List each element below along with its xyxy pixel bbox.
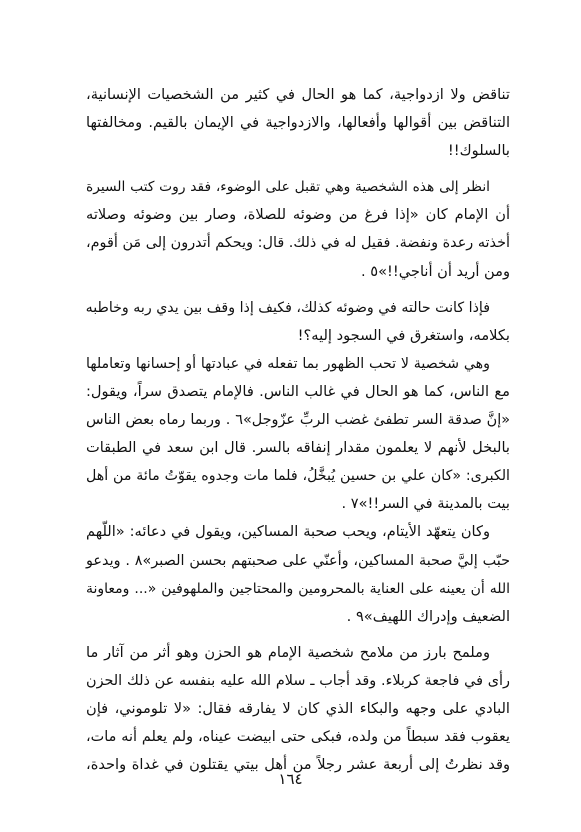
text-line: الله أن يعينه على العناية بالمحرومين والمحتاجين والملهوفين «... ومعاونة [86,580,510,597]
paragraph-1 [86,81,510,165]
text-line: أخذته رعدة ونفضة. فقيل له في ذلك. قال: ويحكم أتدرون إلى مَن أقوم، [86,235,510,252]
paragraph-3 [86,294,510,350]
text-line: الضعيف وإدراك اللهيف»٩ . [346,607,510,625]
page-number: ١٦٤ [278,770,303,788]
text-line: مع الناس، كما هو الحال في غالب الناس. فالإمام يتصدق سراً، ويقول: [86,382,510,400]
text-line: بيت بالمدينة في السر!!»٧ . [341,495,510,513]
text-line: الكبرى: «كان علي بن حسين يُبخَّلُ، فلما مات وجدوه يقوّتُ مائة من أهل [86,468,510,485]
text-line: يعقوب فقد سبطاً من ولده، فبكى حتى ابيضت عيناه، ولم يعلم أنه مات، [86,729,510,746]
paragraph-5 [86,518,510,630]
text-line: «إنَّ صدقة السر تطفئ غضب الربِّ عزّوجل»٦ . وربما رماه بعض الناس [86,412,511,429]
text-line: التناقض بين أقوالها وأفعالها، والازدواجية في الإيمان بالقيم. ومخالفتها [86,114,510,132]
text-line: أن الإمام كان «إذا فرغ من وضوئه للصلاة، وصار بين وضوئه وصلاته [86,206,510,224]
text-line: بالسلوك!! [447,142,510,160]
text-line: وملمح بارز من ملامح شخصية الإمام هو الحزن وهو أثر من آثار ما [86,643,490,661]
text-line: رأى في فاجعة كربلاء. وقد أجاب ـ سلام الله عليه بنفسه عن ذلك الحزن [86,672,510,689]
text-line: تناقض ولا ازدواجية، كما هو الحال في كثير من الشخصيات الإنسانية، [86,86,510,103]
paragraph-6 [86,639,510,779]
text-line: ومن أريد أن أناجي!!»٥ . [361,262,510,280]
text-line: وهي شخصية لا تحب الظهور بما تفعله في عبادتها أو إحسانها وتعاملها [86,355,490,372]
body-text [86,81,510,779]
text-line: فإذا كانت حالته في وضوئه كذلك، فكيف إذا وقف بين يدي ربه وخاطبه [85,299,490,316]
paragraph-4 [86,350,510,519]
text-line: انظر إلى هذه الشخصية وهي تقبل على الوضوء، فقد روت كتب السيرة [86,179,490,196]
text-line: وقد نظرتُ إلى أربعة عشر رجلاً من أهل بيتي يقتلون في غداة واحدة، [86,756,510,774]
text-line: حبّب إليَّ صحبة المساكين، وأعنّي على صحبتهم بحسن الصبر»٨ . ويدعو [86,552,510,569]
text-line: البادي على وجهه والبكاء الذي كان لا يفارقه فقال: «لا تلوموني، فإن [86,699,510,717]
text-line: بكلامه، واستغرق في السجود إليه؟! [297,326,510,344]
text-line: بالبخل لأنهم لا يعلمون مقدار إنفاقه بالسر. قال ابن سعد في الطبقات [86,439,510,457]
paragraph-2 [86,173,510,285]
text-line: وكان يتعهّد الأيتام، ويحب صحبة المساكين، ويقول في دعائه: «اللّهم [86,523,490,541]
